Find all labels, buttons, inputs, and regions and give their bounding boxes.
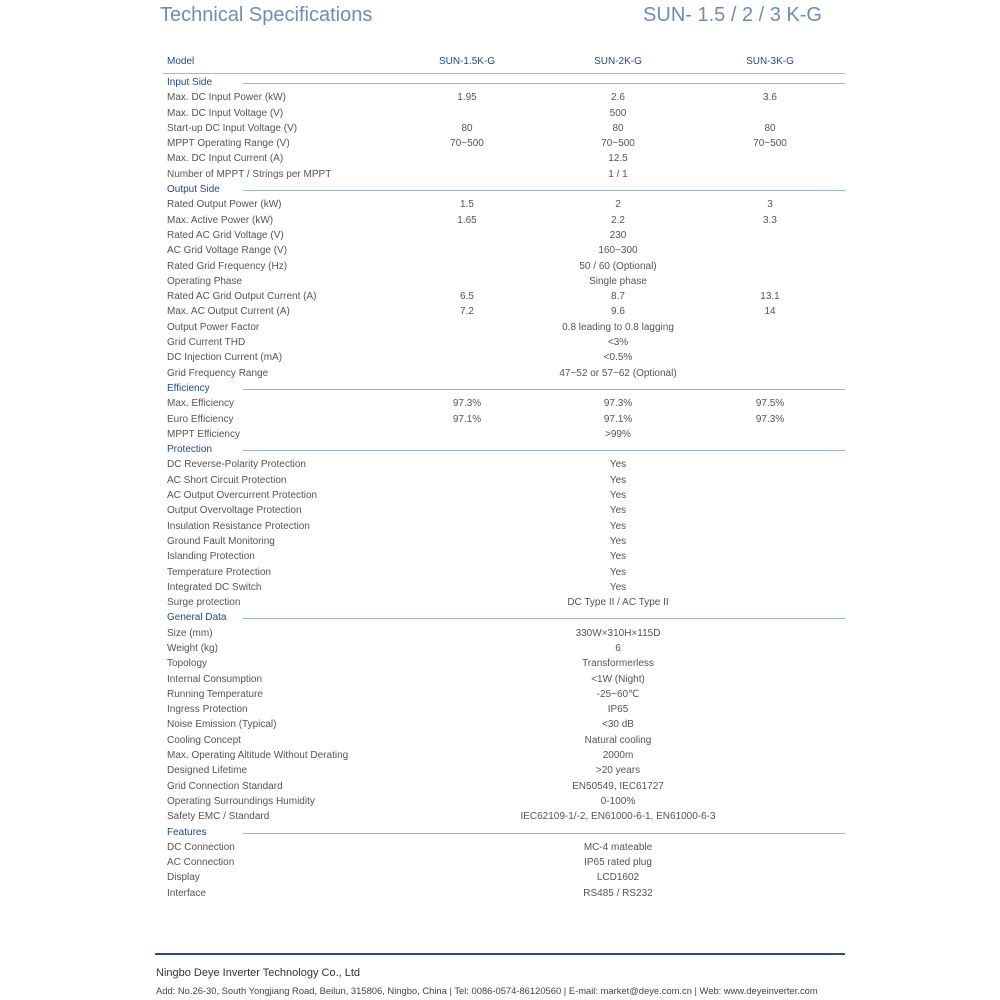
section-header (0, 76, 1000, 91)
spec-value-model-1: 80 (461, 122, 473, 134)
spec-row (0, 122, 1000, 137)
spec-label: Grid Current THD (167, 337, 246, 349)
spec-value-common: RS485 / RS232 (583, 887, 653, 899)
spec-table (0, 76, 1000, 902)
spec-value-common: 230 (609, 229, 627, 241)
section-header (0, 443, 1000, 458)
section-divider (243, 389, 845, 390)
spec-row (0, 795, 1000, 810)
section-divider (243, 83, 845, 84)
spec-value-model-1: 97.1% (452, 413, 482, 425)
spec-label: Output Power Factor (167, 321, 260, 333)
spec-value-common: IP65 (607, 704, 629, 716)
spec-value-common: Single phase (589, 275, 647, 287)
spec-label: Rated AC Grid Voltage (V) (167, 229, 284, 241)
spec-value-model-2: 2.6 (611, 92, 625, 104)
spec-label: Max. Operating Altitude Without Derating (167, 750, 349, 762)
spec-value-common: Yes (609, 551, 627, 563)
spec-value-model-1: 1.65 (457, 214, 477, 226)
spec-row (0, 871, 1000, 886)
spec-label: Rated Grid Frequency (Hz) (167, 260, 288, 272)
section-title: Input Side (167, 77, 213, 88)
spec-value-common: LCD1602 (596, 872, 640, 884)
spec-value-common: IEC62109-1/-2, EN61000-6-1, EN61000-6-3 (520, 811, 716, 823)
spec-value-common: >20 years (595, 765, 641, 777)
spec-value-common: Yes (609, 535, 627, 547)
spec-label: Display (167, 872, 200, 884)
spec-label: Insulation Resistance Protection (167, 520, 310, 532)
spec-label: DC Reverse-Polarity Protection (167, 459, 306, 471)
spec-value-model-2: 80 (612, 122, 624, 134)
spec-row (0, 367, 1000, 382)
spec-row (0, 596, 1000, 611)
spec-row (0, 535, 1000, 550)
spec-value-common: Yes (609, 566, 627, 578)
spec-row (0, 214, 1000, 229)
spec-label: Max. DC Input Current (A) (167, 153, 284, 165)
spec-label: Interface (167, 887, 206, 899)
company-contact: Add: No.26-30, South Yongjiang Road, Beilun, 315806, Ningbo, China | Tel: 0086-0574-86120560 | E-mail: market@deye.com.cn | Web: www.deyeinverter.com (156, 985, 818, 996)
spec-row (0, 887, 1000, 902)
spec-row (0, 749, 1000, 764)
spec-label: Max. Efficiency (167, 398, 235, 410)
spec-label: AC Output Overcurrent Protection (167, 490, 318, 502)
spec-label: Grid Frequency Range (167, 367, 269, 379)
spec-row (0, 137, 1000, 152)
spec-row (0, 305, 1000, 320)
spec-label: Start-up DC Input Voltage (V) (167, 122, 298, 134)
spec-row (0, 107, 1000, 122)
spec-label: AC Connection (167, 857, 235, 869)
spec-row (0, 489, 1000, 504)
spec-label: Weight (kg) (167, 642, 218, 654)
spec-row (0, 718, 1000, 733)
spec-value-common: EN50549, IEC61727 (572, 780, 664, 792)
spec-row (0, 856, 1000, 871)
spec-label: Max. Active Power (kW) (167, 214, 274, 226)
spec-label: Max. DC Input Voltage (V) (167, 107, 284, 119)
spec-value-common: 1 / 1 (608, 168, 628, 180)
spec-value-common: Yes (609, 490, 627, 502)
company-name: Ningbo Deye Inverter Technology Co., Ltd (156, 967, 361, 979)
spec-row (0, 734, 1000, 749)
spec-row (0, 474, 1000, 489)
spec-row (0, 152, 1000, 167)
spec-label: DC Injection Current (mA) (167, 352, 283, 364)
spec-row (0, 168, 1000, 183)
spec-value-common: <30 dB (602, 719, 634, 731)
spec-label: Ingress Protection (167, 704, 248, 716)
spec-row (0, 275, 1000, 290)
model-column-label: Model (167, 56, 195, 67)
spec-label: Surge protection (167, 597, 241, 609)
model-column-1: SUN-1.5K-G (438, 56, 496, 67)
spec-row (0, 198, 1000, 213)
spec-label: Output Overvoltage Protection (167, 505, 302, 517)
spec-row (0, 581, 1000, 596)
spec-label: Operating Surroundings Humidity (167, 795, 315, 807)
spec-value-model-3: 70~500 (753, 138, 787, 150)
spec-value-common: IP65 rated plug (584, 857, 652, 869)
spec-label: DC Connection (167, 841, 235, 853)
spec-row (0, 642, 1000, 657)
spec-value-model-1: 1.5 (460, 199, 474, 211)
section-title: Efficiency (167, 382, 210, 394)
spec-value-model-3: 13.1 (760, 291, 780, 303)
spec-label: Designed Lifetime (167, 765, 248, 777)
spec-row (0, 336, 1000, 351)
spec-label: Max. DC Input Power (kW) (167, 92, 286, 104)
spec-value-model-3: 97.5% (755, 398, 785, 410)
section-title: Protection (167, 444, 213, 456)
spec-value-common: 2000m (602, 750, 634, 762)
spec-label: Ground Fault Monitoring (167, 535, 275, 547)
spec-row (0, 229, 1000, 244)
model-column-3: SUN-3K-G (746, 56, 794, 67)
section-divider (243, 450, 845, 451)
spec-value-common: >99% (605, 428, 631, 440)
section-header (0, 382, 1000, 397)
spec-row (0, 428, 1000, 443)
spec-row (0, 244, 1000, 259)
spec-value-common: <0.5% (603, 352, 633, 364)
model-range-title: SUN- 1.5 / 2 / 3 K-G (643, 4, 822, 26)
spec-value-common: <3% (607, 337, 629, 349)
spec-row (0, 566, 1000, 581)
spec-label: AC Short Circuit Protection (167, 474, 287, 486)
spec-value-common: -25~60℃ (596, 688, 640, 700)
section-header (0, 611, 1000, 626)
spec-value-common: Yes (609, 459, 627, 471)
spec-value-model-2: 70~500 (601, 138, 635, 150)
table-header (0, 56, 1000, 72)
spec-value-model-1: 70~500 (450, 138, 484, 150)
spec-row (0, 627, 1000, 642)
spec-row (0, 688, 1000, 703)
spec-label: Rated Output Power (kW) (167, 199, 282, 211)
spec-label: MPPT Operating Range (V) (167, 138, 290, 150)
spec-row (0, 351, 1000, 366)
spec-row (0, 841, 1000, 856)
section-header (0, 826, 1000, 841)
spec-value-model-3: 80 (764, 122, 776, 134)
spec-label: Islanding Protection (167, 551, 255, 563)
model-column-2: SUN-2K-G (594, 56, 642, 67)
spec-label: Max. AC Output Current (A) (167, 306, 290, 318)
section-title: Features (167, 826, 207, 838)
spec-row (0, 321, 1000, 336)
spec-value-model-2: 97.3% (603, 398, 633, 410)
spec-value-model-2: 2.2 (611, 214, 625, 226)
spec-value-common: 6 (615, 642, 621, 654)
spec-value-model-2: 9.6 (611, 306, 625, 318)
spec-row (0, 458, 1000, 473)
spec-value-common: Yes (609, 474, 627, 486)
spec-row (0, 810, 1000, 825)
spec-value-model-3: 14 (764, 306, 776, 318)
page-title: Technical Specifications (160, 4, 373, 26)
spec-value-common: 0-100% (600, 795, 636, 807)
spec-row (0, 413, 1000, 428)
spec-label: Integrated DC Switch (167, 581, 262, 593)
header-divider (163, 73, 845, 74)
spec-value-common: MC-4 mateable (583, 841, 653, 853)
spec-value-common: 0.8 leading to 0.8 lagging (562, 321, 674, 333)
spec-value-model-1: 7.2 (460, 306, 474, 318)
spec-value-common: DC Type II / AC Type II (567, 597, 669, 609)
spec-row (0, 504, 1000, 519)
section-title: Output Side (167, 184, 220, 196)
spec-label: Safety EMC / Standard (167, 811, 270, 823)
spec-value-model-1: 1.95 (457, 92, 477, 104)
spec-label: Number of MPPT / Strings per MPPT (167, 168, 332, 180)
spec-row (0, 657, 1000, 672)
spec-value-common: 50 / 60 (Optional) (579, 260, 657, 272)
spec-value-common: 330W×310H×115D (575, 627, 661, 639)
spec-row (0, 673, 1000, 688)
spec-value-model-1: 6.5 (460, 291, 474, 303)
spec-label: Grid Connection Standard (167, 780, 283, 792)
spec-row (0, 520, 1000, 535)
spec-value-model-2: 97.1% (603, 413, 633, 425)
spec-row (0, 260, 1000, 275)
section-divider (243, 618, 845, 619)
spec-value-model-2: 2 (615, 199, 621, 211)
spec-row (0, 780, 1000, 795)
spec-value-common: Yes (609, 581, 627, 593)
section-divider (243, 190, 845, 191)
section-title: General Data (167, 612, 227, 624)
spec-row (0, 550, 1000, 565)
spec-label: Rated AC Grid Output Current (A) (167, 291, 317, 303)
footer-divider (155, 953, 845, 955)
spec-label: Euro Efficiency (167, 413, 234, 425)
spec-label: Temperature Protection (167, 566, 271, 578)
section-divider (243, 833, 845, 834)
spec-value-model-3: 3.3 (763, 214, 777, 226)
spec-value-model-3: 97.3% (755, 413, 785, 425)
spec-label: MPPT Efficiency (167, 428, 240, 440)
spec-label: Size (mm) (167, 627, 213, 639)
spec-row (0, 290, 1000, 305)
spec-label: Topology (167, 658, 208, 670)
spec-value-model-3: 3 (767, 199, 773, 211)
spec-label: Noise Emission (Typical) (167, 719, 277, 731)
spec-label: Running Temperature (167, 688, 263, 700)
spec-value-common: Transformerless (582, 658, 654, 670)
spec-row (0, 764, 1000, 779)
spec-value-common: 500 (609, 107, 627, 119)
spec-label: Internal Consumption (167, 673, 263, 685)
spec-value-common: <1W (Night) (591, 673, 645, 685)
spec-row (0, 397, 1000, 412)
spec-value-model-1: 97.3% (452, 398, 482, 410)
spec-value-common: Natural cooling (584, 734, 652, 746)
spec-value-common: Yes (609, 520, 627, 532)
spec-value-common: 12.5 (608, 153, 628, 165)
spec-label: AC Grid Voltage Range (V) (167, 245, 288, 257)
spec-row (0, 703, 1000, 718)
spec-value-model-2: 8.7 (611, 291, 625, 303)
spec-value-common: Yes (609, 505, 627, 517)
spec-value-model-3: 3.6 (763, 92, 777, 104)
spec-row (0, 91, 1000, 106)
spec-value-common: 160~300 (598, 245, 638, 257)
spec-value-common: 47~52 or 57~62 (Optional) (559, 367, 677, 379)
spec-label: Operating Phase (167, 275, 243, 287)
section-header (0, 183, 1000, 198)
spec-label: Cooling Concept (167, 734, 241, 746)
